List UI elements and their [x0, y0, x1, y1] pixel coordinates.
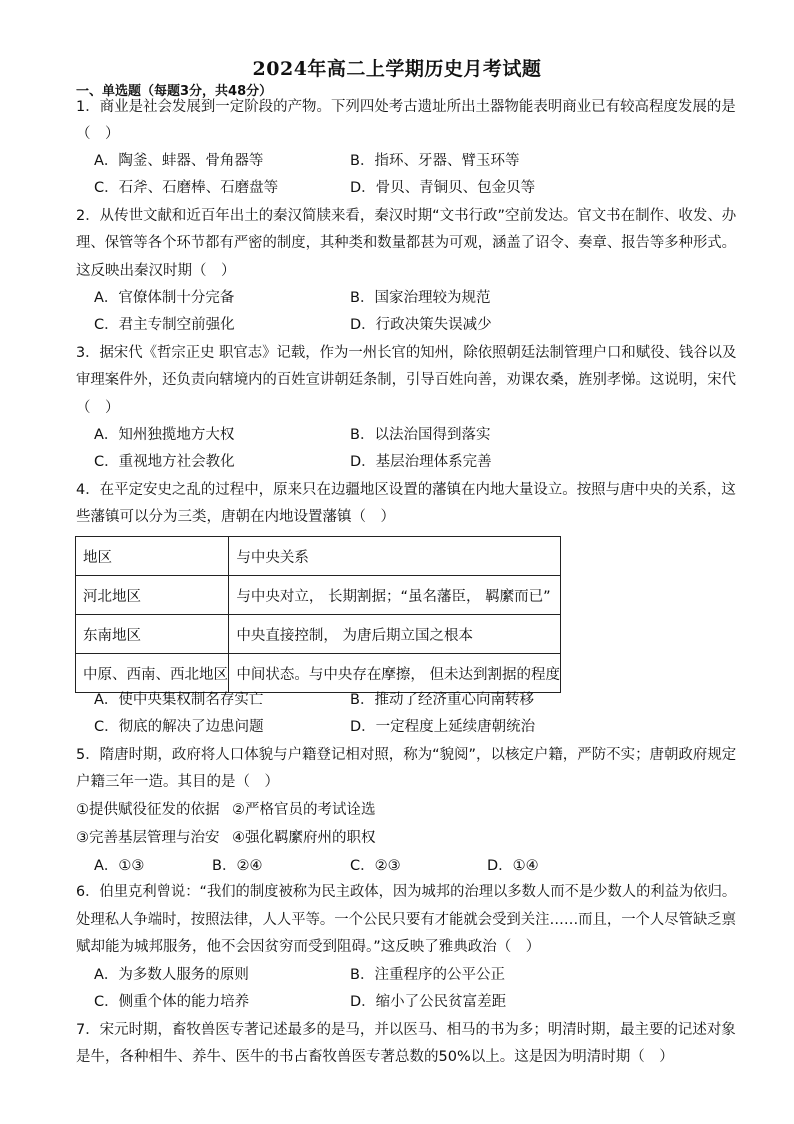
table-cell: 河北地区	[76, 576, 229, 615]
question-4-option-b: B．推动了经济重心向南转移	[350, 692, 534, 708]
question-1-bracket: （ ）	[76, 126, 120, 142]
question-4-table	[75, 536, 561, 693]
question-1-text: 1．商业是社会发展到一定阶段的产物。下列四处考古遗址所出土器物能表明商业已有较高程度发展的是	[76, 99, 736, 115]
question-1-option-d: D．骨贝、青铜贝、包金贝等	[350, 180, 536, 196]
question-1-option-b: B．指环、牙器、臂玉环等	[350, 153, 520, 169]
table-cell: 中央直接控制， 为唐后期立国之根本	[229, 615, 561, 654]
question-2-text-line-2: 理、保管等各个环节都有严密的制度，其种类和数量都甚为可观，涵盖了诏令、奏章、报告等多种形式。	[76, 235, 736, 251]
question-7-text-line-2: 是牛，各种相牛、养牛、医牛的书占畜牧兽医专著总数的50%以上。这是因为明清时期（ ）	[76, 1049, 674, 1065]
table-header-row	[76, 537, 561, 576]
question-5-item-3: ③完善基层管理与治安	[76, 830, 220, 846]
question-6-text-line-1: 6．伯里克利曾说：“我们的制度被称为民主政体，因为城邦的治理以多数人而不是少数人的利益为依归。	[76, 884, 737, 900]
question-5-item-2: ②严格官员的考试诠选	[232, 802, 376, 818]
table-cell: 东南地区	[76, 615, 229, 654]
question-5-text-line-1: 5．隋唐时期，政府将人口体貌与户籍登记相对照，称为“貌阅”，以核定户籍，严防不实；唐朝政府规定	[76, 747, 737, 763]
question-6-text-line-2: 处理私人争端时，按照法律，人人平等。一个公民只要有才能就会受到关注……而且，一个人尽管缺乏禀	[76, 912, 736, 928]
question-2-option-a: A．官僚体制十分完备	[94, 290, 235, 306]
section-heading: 一、单选题（每题3分，共48分）	[76, 84, 273, 99]
question-3-text-line-1: 3．据宋代《哲宗正史 职官志》记载，作为一州长官的知州，除依照朝廷法制管理户口和赋役、钱谷以及	[76, 345, 737, 361]
question-3-text-line-3: （ ）	[76, 400, 120, 416]
question-5-item-4: ④强化羁縻府州的职权	[232, 830, 376, 846]
question-4-option-a: A．使中央集权制名存实亡	[94, 692, 264, 708]
question-6-option-a: A．为多数人服务的原则	[94, 967, 249, 983]
question-3-option-d: D．基层治理体系完善	[350, 454, 492, 470]
question-5-option-a: A．①③	[94, 858, 145, 874]
question-7-text-line-1: 7．宋元时期，畜牧兽医专著记述最多的是马，并以医马、相马的书为多；明清时期，最主要的记述对象	[76, 1022, 736, 1038]
question-1-option-a: A．陶釜、蚌器、骨角器等	[94, 153, 264, 169]
question-3-option-a: A．知州独揽地方大权	[94, 427, 235, 443]
question-5-text-line-2: 户籍三年一造。其目的是（ ）	[76, 774, 279, 790]
question-5-option-d: D．①④	[487, 858, 539, 874]
question-2-text-line-1: 2．从传世文献和近百年出土的秦汉简牍来看，秦汉时期“文书行政”空前发达。官文书在制作、收发、办	[76, 208, 737, 224]
question-2-option-d: D．行政决策失误减少	[350, 317, 492, 333]
question-2-text-line-3: 这反映出秦汉时期（ ）	[76, 263, 236, 279]
question-3-text-line-2: 审理案件外，还负责向辖境内的百姓宣讲朝廷条制，引导百姓向善，劝课农桑，旌别孝悌。这说明，宋代	[76, 372, 736, 388]
page-title: 2024年高二上学期历史月考试题	[252, 58, 542, 80]
question-6-option-b: B．注重程序的公平公正	[350, 967, 505, 983]
table-header-cell: 地区	[76, 537, 229, 576]
question-2-option-c: C．君主专制空前强化	[94, 317, 235, 333]
question-6-option-d: D．缩小了公民贫富差距	[350, 994, 507, 1010]
table-row	[76, 615, 561, 654]
question-1-option-c: C．石斧、石磨棒、石磨盘等	[94, 180, 279, 196]
question-5-option-b: B．②④	[212, 858, 263, 874]
table-row	[76, 654, 561, 693]
question-3-option-c: C．重视地方社会教化	[94, 454, 235, 470]
table-cell: 与中央对立， 长期割据；“虽名藩臣， 羁縻而已”	[229, 576, 561, 615]
question-4-option-c: C．彻底的解决了边患问题	[94, 719, 264, 735]
table-header-cell: 与中央关系	[229, 537, 561, 576]
question-5-item-1: ①提供赋役征发的依据	[76, 802, 220, 818]
question-4-text-line-2: 些藩镇可以分为三类，唐朝在内地设置藩镇（ ）	[76, 509, 395, 525]
table-row	[76, 576, 561, 615]
table-cell: 中原、西南、西北地区	[76, 654, 229, 693]
table-cell: 中间状态。与中央存在摩擦， 但未达到割据的程度	[229, 654, 561, 693]
question-3-option-b: B．以法治国得到落实	[350, 427, 491, 443]
question-2-option-b: B．国家治理较为规范	[350, 290, 491, 306]
question-6-option-c: C．侧重个体的能力培养	[94, 994, 250, 1010]
question-5-option-c: C．②③	[350, 858, 401, 874]
question-4-option-d: D．一定程度上延续唐朝统治	[350, 719, 536, 735]
question-4-text-line-1: 4．在平定安史之乱的过程中，原来只在边疆地区设置的藩镇在内地大量设立。按照与唐中央的关系，这	[76, 482, 736, 498]
question-6-text-line-3: 赋却能为城邦服务，他不会因贫穷而受到阻碍。”这反映了雅典政治（ ）	[76, 939, 541, 955]
